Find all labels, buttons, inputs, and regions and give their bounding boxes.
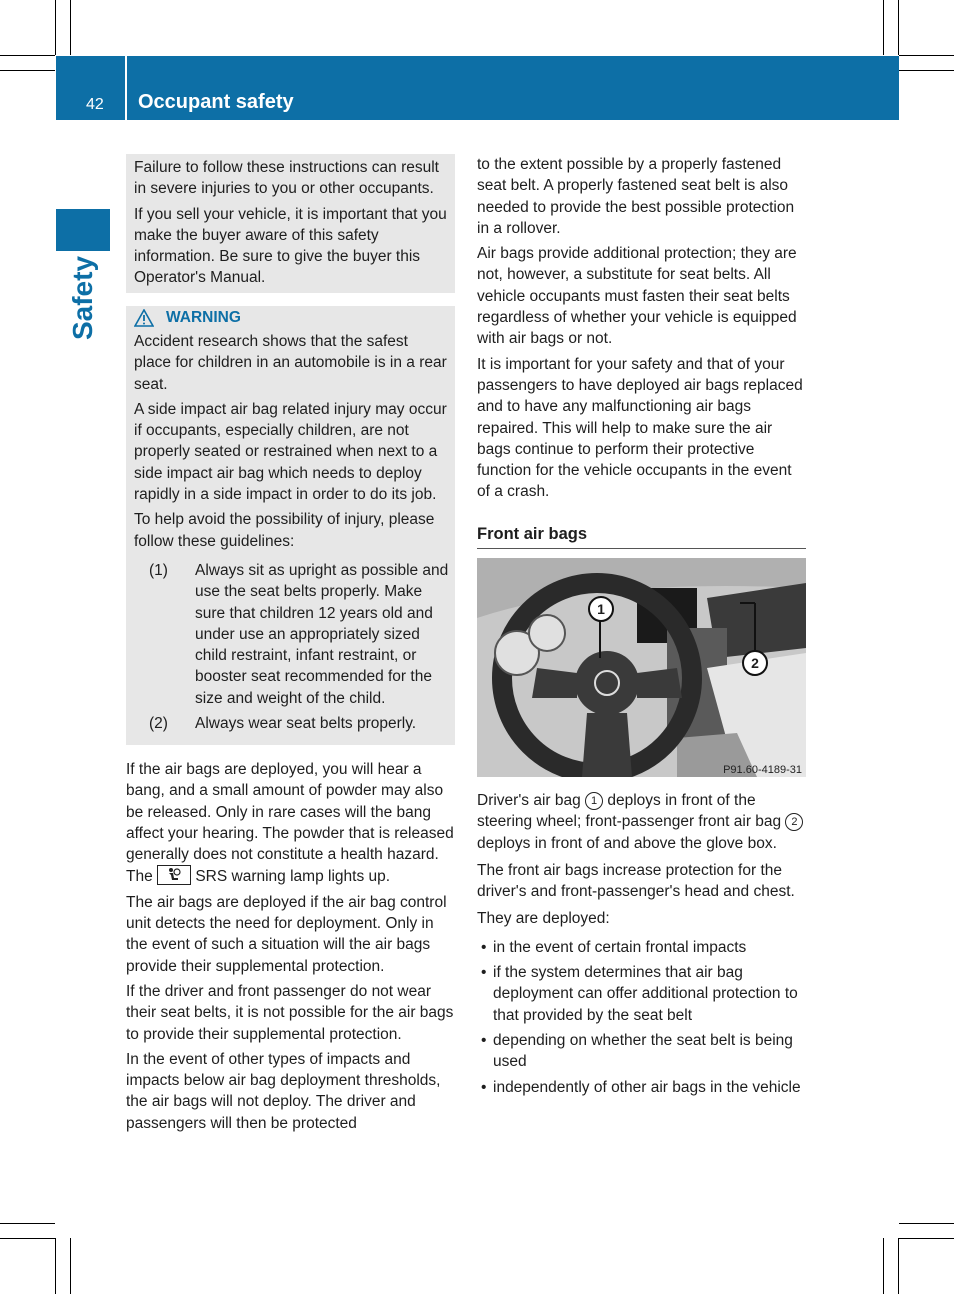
warning-paragraph: To help avoid the possibility of injury, please follow these guidelines: <box>134 511 435 550</box>
guideline-item <box>134 713 449 734</box>
side-tab-label <box>56 255 110 341</box>
crop-mark <box>883 0 884 55</box>
crop-mark <box>899 1223 954 1224</box>
crop-mark <box>55 0 56 55</box>
crop-mark <box>0 70 55 71</box>
crop-mark <box>898 0 899 55</box>
callout-1-ref: 1 <box>585 792 603 810</box>
crop-mark <box>898 1238 899 1294</box>
callout-2-label: 2 <box>751 655 759 671</box>
guideline-number: (1) <box>149 561 168 579</box>
image-caption <box>477 790 808 854</box>
crop-mark <box>899 70 954 71</box>
body-paragraph: It is important for your safety and that of your passengers to have deployed air bags replaced and to have any malfunctioning air bags repaired. This will help to make sure the air bags continue to perform their protective function for the vehicle occupants in the event of a crash. <box>477 355 803 501</box>
warning-triangle-icon <box>134 309 154 327</box>
side-tab-text: Safety <box>67 255 98 341</box>
crop-mark <box>55 1238 56 1294</box>
side-tab-marker <box>56 209 110 251</box>
image-code: P91.60-4189-31 <box>723 764 802 776</box>
body-paragraph: If the driver and front passenger do not wear their seat belts, it is not possible for the air bags to provide their supplemental protection. <box>126 982 454 1043</box>
warning-heading <box>134 309 449 327</box>
info-paragraph: If you sell your vehicle, it is important that you make the buyer aware of this safety information. Be sure to give the buyer this Operator's Manual. <box>134 205 447 287</box>
warning-label: WARNING <box>166 309 241 326</box>
steering-wheel-illustration <box>477 558 806 777</box>
guideline-text: Always sit as upright as possible and use the seat belts properly. Make sure that children 12 years old and under use an appropriately sized child restraint, infant restraint, or booster seat recommended for the size and weight of the child. <box>195 561 449 707</box>
page-title: Occupant safety <box>138 91 294 113</box>
front-airbags-heading-block <box>477 524 806 557</box>
callout-2-marker <box>742 650 768 676</box>
body-paragraph: to the extent possible by a properly fastened seat belt. A properly fastened seat belt is also needed to provide the best possible protection in a rollover. <box>477 156 795 237</box>
callout-1-label: 1 <box>597 601 605 617</box>
list-item: • if the system determines that air bag deployment can offer additional protection to that provided by the seat belt <box>477 962 808 1026</box>
crop-mark <box>70 1238 71 1294</box>
caption-text: deploys in front of and above the glove box. <box>477 834 777 852</box>
deploy-text-start: If the air bags are deployed, you will hear a bang, and a small amount of powder may also be released. Only in rare cases will the bang affect your hearing. The powder that is released generally does not constitute a health hazard. The <box>126 761 454 886</box>
warning-paragraph: A side impact air bag related injury may occur if occupants, especially children, are not properly seated or restrained when next to a side impact air bag which needs to deploy rapidly in a side impact in order to do its job. <box>134 400 447 504</box>
guideline-number: (2) <box>149 715 168 733</box>
deploy-paragraph <box>126 759 457 888</box>
body-paragraph: Air bags provide additional protection; they are not, however, a substitute for seat belts. All vehicle occupants must fasten their seat belts regardless of whether your vehicle is equipped with air bags or not. <box>477 245 797 348</box>
crop-mark <box>0 55 55 56</box>
list-item: • depending on whether the seat belt is being used <box>477 1030 808 1073</box>
right-column-lower <box>477 790 808 1102</box>
deploy-text-end: SRS warning lamp lights up. <box>195 868 391 886</box>
crop-mark <box>899 55 954 56</box>
list-item: • independently of other air bags in the vehicle <box>477 1077 808 1098</box>
body-paragraph: The front air bags increase protection for the driver's and front-passenger's head and chest. <box>477 861 795 901</box>
info-box <box>126 154 455 293</box>
guideline-item <box>134 560 449 709</box>
crop-mark <box>899 1238 954 1239</box>
deployment-conditions-list <box>477 937 808 1098</box>
list-item: • in the event of certain frontal impacts <box>477 937 808 958</box>
info-paragraph: Failure to follow these instructions can result in severe injuries to you or other occupants. <box>134 159 439 198</box>
page-number: 42 <box>86 96 104 113</box>
crop-mark <box>0 1223 55 1224</box>
caption-text: Driver's air bag <box>477 792 581 809</box>
body-paragraph: They are deployed: <box>477 910 610 928</box>
right-column-body <box>477 154 808 507</box>
guideline-text: Always wear seat belts properly. <box>195 715 417 733</box>
left-column-body <box>126 759 457 1138</box>
callout-1-marker <box>588 596 614 622</box>
srs-warning-lamp-icon <box>157 865 191 885</box>
section-heading: Front air bags <box>477 524 806 549</box>
body-paragraph: The air bags are deployed if the air bag control unit detects the need for deployment. Only in the event of such a situation will the air bags provide their supplemental protection. <box>126 893 447 975</box>
crop-mark <box>883 1238 884 1294</box>
crop-mark <box>70 0 71 55</box>
caption-text: deploys in front of the steering wheel; front-passenger front air bag <box>477 792 782 831</box>
warning-paragraph: Accident research shows that the safest place for children in an automobile is in a rear seat. <box>134 333 447 393</box>
callout-2-ref: 2 <box>785 813 803 831</box>
warning-box <box>126 306 455 745</box>
body-paragraph: In the event of other types of impacts and impacts below air bag deployment thresholds, the air bags will not deploy. The driver and passengers will then be protected <box>126 1050 441 1132</box>
crop-mark <box>0 1238 55 1239</box>
header-divider <box>125 56 127 120</box>
